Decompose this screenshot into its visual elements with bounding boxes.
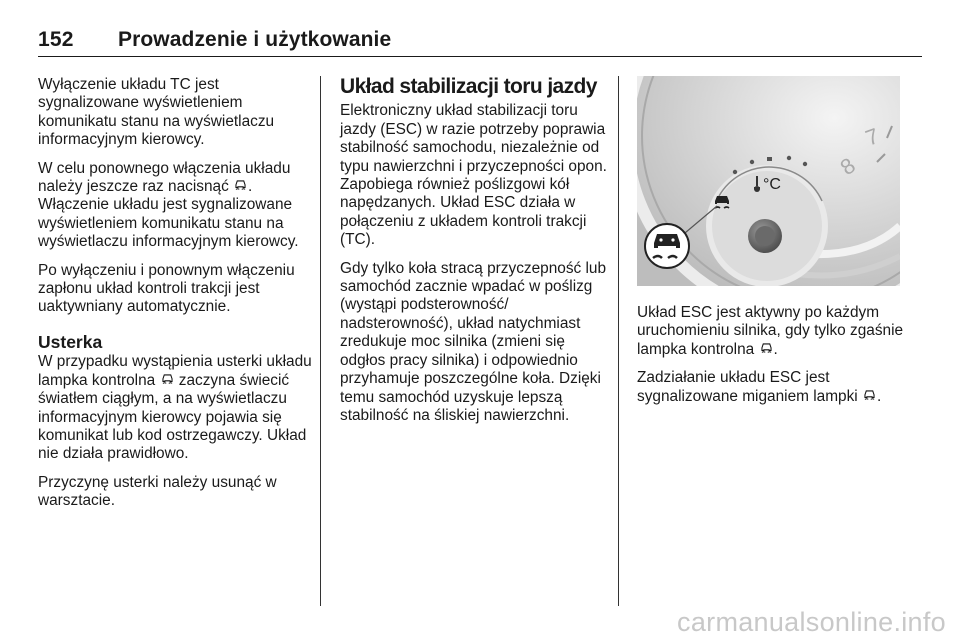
page-number: 152 <box>38 28 74 51</box>
column-1 <box>38 76 312 521</box>
paragraph <box>38 353 312 463</box>
esc-skid-car-icon <box>161 373 174 386</box>
text-run: W przypadku wystąpienia usterki układu lampka kontrolna <box>38 353 312 389</box>
header-rule <box>38 56 922 57</box>
dial-number-7: 7 <box>862 123 883 151</box>
text-run: Układ ESC jest aktywny po każdym uruchomieniu silnika, gdy tylko zgaśnie lampka kontrolna <box>637 304 904 358</box>
text-run: zaczyna świecić światłem ciągłym, a na wyświetlaczu informacyjnym kierowcy pojawia się komunikat lub kod ostrzegawczy. Układ nie działa prawidłowo. <box>38 371 307 463</box>
section-title: Układ stabilizacji toru jazdy <box>340 75 597 98</box>
paragraph: Wyłączenie układu TC jest sygnalizowane wyświetleniem komunikatu stanu na wyświetlaczu informacyjnym kierowcy. <box>38 76 275 149</box>
column-2 <box>340 76 608 435</box>
temperature-unit: °C <box>763 176 781 193</box>
esc-skid-car-icon <box>234 179 247 192</box>
page-header <box>38 12 922 52</box>
dial-number-8: 8 <box>835 152 860 181</box>
text-run: . <box>876 387 882 405</box>
subheading-usterka: Usterka <box>38 331 103 352</box>
text-run: Zadziałanie układu ESC jest sygnalizowane miganiem lampki <box>637 369 858 405</box>
paragraph: Gdy tylko koła stracą przyczepność lub samochód zacznie wpadać w poślizg (wystąpi podsterowność/ nadsterowność), układ natychmiast zredukuje moc silnika (zmieni się odgłos pracy silnika) i odpowiednio przyhamuje poszczególne koła. Dzięki temu samochód uzyskuje lepszą stabilność na śliskiej nawierzchni. <box>340 259 607 424</box>
text-run: . <box>773 340 778 358</box>
column-divider <box>320 76 321 606</box>
watermark[interactable]: carmanualsonline.info <box>677 607 946 637</box>
paragraph <box>637 369 905 406</box>
esc-callout-icon <box>645 224 689 268</box>
text-run: W celu ponownego włączenia układu należy jeszcze raz nacisnąć <box>38 159 291 196</box>
instrument-cluster-illustration <box>637 76 900 286</box>
paragraph <box>637 304 905 359</box>
column-3 <box>637 304 905 416</box>
paragraph <box>38 160 312 252</box>
esc-skid-car-icon <box>760 342 773 355</box>
paragraph: Przyczynę usterki należy usunąć w warsztacie. <box>38 473 277 510</box>
gauge-drawing <box>637 76 900 286</box>
paragraph: Po wyłączeniu i ponownym włączeniu zapłonu układ kontroli trakcji jest uaktywniany automatycznie. <box>38 261 295 316</box>
text-run: . Włączenie układu jest sygnalizowane wyświetleniem komunikatu stanu na wyświetlaczu informacyjnym kierowcy. <box>38 178 299 251</box>
paragraph: Elektroniczny układ stabilizacji toru jazdy (ESC) w razie potrzeby poprawia stabilność samochodu, niezależnie od typu nawierzchni i przyczepności opon. Zapobiega również poślizgowi kół napędzanych. Układ ESC działa w połączeniu z układem kontroli trakcji (TC). <box>340 102 607 249</box>
page-title: Prowadzenie i użytkowanie <box>118 28 392 51</box>
esc-skid-car-icon <box>863 389 876 402</box>
column-divider <box>618 76 619 606</box>
